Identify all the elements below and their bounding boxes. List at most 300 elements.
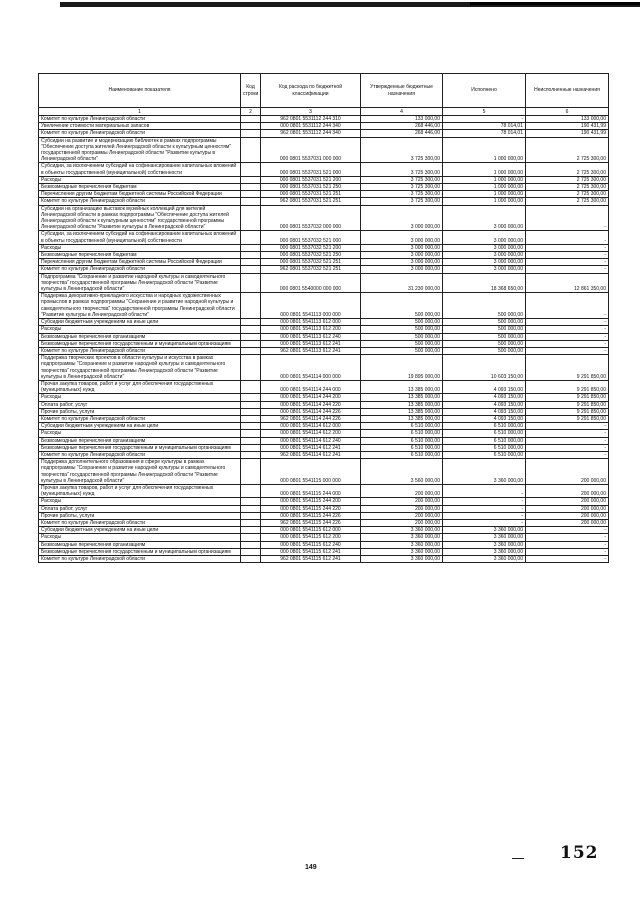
header-approved: Утвержденные бюджетные назначения: [361, 74, 443, 108]
row-unexecuted-cell: -: [526, 319, 609, 326]
row-unexecuted-cell: 2 725 300,00: [526, 198, 609, 205]
row-approved-cell: 268 446,00: [361, 130, 443, 137]
table-row: [39, 116, 609, 123]
row-name-cell: Субсидии бюджетным учреждениям на иные цели: [39, 423, 241, 430]
row-name-cell: Субсидии, за исключением субсидий на софинансирование капитальных вложений в объекты государственной (муниципальной) собственности: [39, 163, 241, 176]
row-name-cell: Перечисления другим бюджетам бюджетной системы Российской Федерации: [39, 259, 241, 266]
row-kbk-cell: 000 0801 5537032 521 251: [261, 259, 361, 266]
row-unexecuted-cell: -: [526, 444, 609, 451]
row-executed-cell: 6 510 000,00: [443, 437, 526, 444]
row-code-cell: [241, 519, 261, 526]
table-body: [39, 116, 609, 563]
row-code-cell: [241, 444, 261, 451]
row-executed-cell: 500 000,00: [443, 326, 526, 333]
row-executed-cell: -: [443, 498, 526, 505]
row-approved-cell: 3 725 300,00: [361, 137, 443, 163]
table-row: [39, 163, 609, 176]
row-executed-cell: 3 360 000,00: [443, 459, 526, 485]
row-approved-cell: 500 000,00: [361, 326, 443, 333]
row-name-cell: Комитет по культуре Ленинградской области: [39, 198, 241, 205]
row-unexecuted-cell: -: [526, 556, 609, 563]
row-approved-cell: 13 385 000,00: [361, 408, 443, 415]
row-name-cell: Безвозмездные перечисления государственным и муниципальным организациям: [39, 340, 241, 347]
row-kbk-cell: 962 0801 5541113 612 241: [261, 347, 361, 354]
table-row: [39, 527, 609, 534]
row-name-cell: Перечисления другим бюджетам бюджетной системы Российской Федерации: [39, 191, 241, 198]
row-name-cell: Комитет по культуре Ленинградской области: [39, 130, 241, 137]
row-approved-cell: 3 000 000,00: [361, 205, 443, 231]
stamp-dash: [512, 858, 524, 859]
row-code-cell: [241, 459, 261, 485]
row-approved-cell: 3 725 300,00: [361, 163, 443, 176]
row-code-cell: [241, 340, 261, 347]
row-name-cell: Расходы: [39, 498, 241, 505]
row-name-cell: Субсидии бюджетным учреждениям на иные цели: [39, 319, 241, 326]
table-row: [39, 340, 609, 347]
row-code-cell: [241, 347, 261, 354]
row-approved-cell: 3 360 000,00: [361, 556, 443, 563]
row-kbk-cell: 962 0801 5541114 244 226: [261, 415, 361, 422]
row-name-cell: Прочая закупка товаров, работ и услуг для обеспечения государственных (муниципальных) нужд: [39, 484, 241, 497]
row-approved-cell: 3 000 000,00: [361, 231, 443, 244]
row-code-cell: [241, 205, 261, 231]
row-executed-cell: 6 510 000,00: [443, 444, 526, 451]
table-row: [39, 191, 609, 198]
table-header-row: [39, 74, 609, 108]
row-executed-cell: 4 093 150,00: [443, 401, 526, 408]
table-row: [39, 451, 609, 458]
row-name-cell: Подпрограмма "Сохранение и развитие народной культуры и самодеятельного творчества" государственной программы Ленинградской области "Развитие культуры в Ленинградской области": [39, 273, 241, 293]
row-approved-cell: 3 000 000,00: [361, 244, 443, 251]
row-name-cell: Оплата работ, услуг: [39, 401, 241, 408]
row-executed-cell: 3 000 000,00: [443, 266, 526, 273]
table-row: [39, 293, 609, 319]
header-unexecuted: Неисполненные назначения: [526, 74, 609, 108]
row-kbk-cell: 000 0801 5541115 244 200: [261, 498, 361, 505]
row-name-cell: Безвозмездные перечисления бюджетам: [39, 184, 241, 191]
row-approved-cell: 31 230 000,00: [361, 273, 443, 293]
row-kbk-cell: 000 0801 5541114 612 240: [261, 437, 361, 444]
row-executed-cell: 3 000 000,00: [443, 259, 526, 266]
row-executed-cell: 3 360 000,00: [443, 534, 526, 541]
row-name-cell: Прочие работы, услуги: [39, 408, 241, 415]
handwritten-sheet-number: 152: [560, 843, 599, 863]
table-row: [39, 333, 609, 340]
row-unexecuted-cell: -: [526, 347, 609, 354]
header-kbk: Код расхода по бюджетной классификации: [261, 74, 361, 108]
row-approved-cell: 200 000,00: [361, 519, 443, 526]
row-executed-cell: 18 368 650,00: [443, 273, 526, 293]
row-executed-cell: -: [443, 484, 526, 497]
row-code-cell: [241, 355, 261, 381]
row-executed-cell: 3 360 000,00: [443, 556, 526, 563]
table-row: [39, 259, 609, 266]
row-kbk-cell: 000 0801 5537031 521 250: [261, 184, 361, 191]
column-number: 1: [39, 108, 241, 116]
row-name-cell: Комитет по культуре Ленинградской области: [39, 415, 241, 422]
row-unexecuted-cell: 9 291 850,00: [526, 380, 609, 393]
table-row: [39, 347, 609, 354]
row-name-cell: Поддержка дополнительного образования в сфере культуры в рамках подпрограммы "Сохранение и развитие народной культуры и самодеятельного творчества" государственной программы Ленинградской области "Развитие культуры в Ленинградской области": [39, 459, 241, 485]
row-approved-cell: 3 000 000,00: [361, 259, 443, 266]
header-name: Наименование показателя: [39, 74, 241, 108]
row-code-cell: [241, 556, 261, 563]
row-code-cell: [241, 380, 261, 393]
row-executed-cell: 10 603 150,00: [443, 355, 526, 381]
row-kbk-cell: 000 0801 5541113 612 240: [261, 333, 361, 340]
row-kbk-cell: 962 0801 5531112 244 310: [261, 116, 361, 123]
row-approved-cell: 500 000,00: [361, 340, 443, 347]
row-code-cell: [241, 259, 261, 266]
row-approved-cell: 13 385 000,00: [361, 380, 443, 393]
row-kbk-cell: 000 0801 5537031 521 251: [261, 191, 361, 198]
row-executed-cell: 500 000,00: [443, 293, 526, 319]
row-name-cell: Безвозмездные перечисления государственным и муниципальным организациям: [39, 548, 241, 555]
table-row: [39, 415, 609, 422]
row-name-cell: Безвозмездные перечисления бюджетам: [39, 252, 241, 259]
table-row: [39, 401, 609, 408]
table-row: [39, 423, 609, 430]
row-executed-cell: 3 360 000,00: [443, 527, 526, 534]
row-name-cell: Безвозмездные перечисления государственным и муниципальным организациям: [39, 444, 241, 451]
row-unexecuted-cell: 200 000,00: [526, 484, 609, 497]
row-approved-cell: 3 000 000,00: [361, 252, 443, 259]
row-name-cell: Комитет по культуре Ленинградской области: [39, 451, 241, 458]
table-row: [39, 534, 609, 541]
column-number: 4: [361, 108, 443, 116]
row-unexecuted-cell: 9 291 850,00: [526, 355, 609, 381]
row-approved-cell: 3 725 300,00: [361, 176, 443, 183]
table-row: [39, 430, 609, 437]
row-unexecuted-cell: -: [526, 244, 609, 251]
row-name-cell: Комитет по культуре Ленинградской области: [39, 347, 241, 354]
row-kbk-cell: 000 0801 5541113 612 200: [261, 326, 361, 333]
page-number: 149: [305, 864, 317, 871]
row-executed-cell: -: [443, 505, 526, 512]
row-approved-cell: 3 360 000,00: [361, 548, 443, 555]
row-executed-cell: 4 093 150,00: [443, 408, 526, 415]
row-kbk-cell: 000 0801 5537032 521 250: [261, 252, 361, 259]
row-code-cell: [241, 130, 261, 137]
row-code-cell: [241, 498, 261, 505]
row-code-cell: [241, 326, 261, 333]
row-unexecuted-cell: 133 000,00: [526, 116, 609, 123]
row-unexecuted-cell: -: [526, 527, 609, 534]
table-row: [39, 541, 609, 548]
row-name-cell: Увеличение стоимости материальных запасов: [39, 123, 241, 130]
row-unexecuted-cell: 2 725 300,00: [526, 137, 609, 163]
row-name-cell: Безвозмездные перечисления организациям: [39, 333, 241, 340]
row-code-cell: [241, 176, 261, 183]
row-unexecuted-cell: 200 000,00: [526, 498, 609, 505]
row-kbk-cell: 000 0801 5540000 000 000: [261, 273, 361, 293]
row-kbk-cell: 000 0801 5541114 244 220: [261, 401, 361, 408]
row-code-cell: [241, 394, 261, 401]
table-row: [39, 176, 609, 183]
row-code-cell: [241, 293, 261, 319]
row-unexecuted-cell: 9 291 850,00: [526, 408, 609, 415]
row-kbk-cell: 962 0801 5531112 244 340: [261, 130, 361, 137]
row-unexecuted-cell: 190 431,99: [526, 130, 609, 137]
row-code-cell: [241, 273, 261, 293]
row-kbk-cell: 000 0801 5541114 244 226: [261, 408, 361, 415]
row-code-cell: [241, 527, 261, 534]
row-approved-cell: 3 360 000,00: [361, 541, 443, 548]
row-executed-cell: 500 000,00: [443, 319, 526, 326]
row-unexecuted-cell: 200 000,00: [526, 505, 609, 512]
table-row: [39, 319, 609, 326]
row-name-cell: Прочие работы, услуги: [39, 512, 241, 519]
table-row: [39, 205, 609, 231]
row-code-cell: [241, 437, 261, 444]
table-row: [39, 408, 609, 415]
row-unexecuted-cell: -: [526, 231, 609, 244]
row-approved-cell: 500 000,00: [361, 293, 443, 319]
row-unexecuted-cell: 200 000,00: [526, 519, 609, 526]
row-approved-cell: 13 385 000,00: [361, 401, 443, 408]
row-kbk-cell: 000 0801 5541115 244 226: [261, 512, 361, 519]
row-name-cell: Субсидии, за исключением субсидий на софинансирование капитальных вложений в объекты государственной (муниципальной) собственности: [39, 231, 241, 244]
row-executed-cell: 1 000 000,00: [443, 198, 526, 205]
row-approved-cell: 200 000,00: [361, 498, 443, 505]
row-executed-cell: 3 360 000,00: [443, 548, 526, 555]
table-row: [39, 231, 609, 244]
row-approved-cell: 6 510 000,00: [361, 451, 443, 458]
row-executed-cell: 1 000 000,00: [443, 191, 526, 198]
row-code-cell: [241, 198, 261, 205]
row-unexecuted-cell: 9 291 850,00: [526, 415, 609, 422]
row-kbk-cell: 000 0801 5537031 000 000: [261, 137, 361, 163]
row-executed-cell: 1 000 000,00: [443, 137, 526, 163]
row-approved-cell: 3 000 000,00: [361, 266, 443, 273]
table-row: [39, 519, 609, 526]
row-code-cell: [241, 548, 261, 555]
row-unexecuted-cell: -: [526, 541, 609, 548]
row-name-cell: Поддержка декоративно-прикладного искусства и народных художественных промыслов в рамках подпрограммы "Сохранение и развитие народной культуры и самодеятельного творчества" государственной программы Ленинградской области "Развитие культуры в Ленинградской области": [39, 293, 241, 319]
row-executed-cell: 3 000 000,00: [443, 252, 526, 259]
row-executed-cell: 6 510 000,00: [443, 423, 526, 430]
row-approved-cell: 3 360 000,00: [361, 527, 443, 534]
column-number: 3: [261, 108, 361, 116]
table-row: [39, 252, 609, 259]
row-kbk-cell: 000 0801 5537031 521 200: [261, 176, 361, 183]
row-code-cell: [241, 401, 261, 408]
row-kbk-cell: 000 0801 5541115 244 220: [261, 505, 361, 512]
table-row: [39, 498, 609, 505]
row-approved-cell: 200 000,00: [361, 512, 443, 519]
row-name-cell: Прочая закупка товаров, работ и услуг для обеспечения государственных (муниципальных) нужд: [39, 380, 241, 393]
row-executed-cell: 500 000,00: [443, 333, 526, 340]
row-code-cell: [241, 408, 261, 415]
row-kbk-cell: 962 0801 5537032 521 251: [261, 266, 361, 273]
row-approved-cell: 6 510 000,00: [361, 444, 443, 451]
table-row: [39, 512, 609, 519]
column-number: 5: [443, 108, 526, 116]
row-name-cell: Комитет по культуре Ленинградской области: [39, 556, 241, 563]
row-name-cell: Расходы: [39, 430, 241, 437]
row-executed-cell: 3 000 000,00: [443, 205, 526, 231]
row-unexecuted-cell: -: [526, 423, 609, 430]
row-approved-cell: 3 725 300,00: [361, 191, 443, 198]
row-kbk-cell: 000 0801 5541114 612 241: [261, 444, 361, 451]
row-kbk-cell: 962 0801 5541114 612 241: [261, 451, 361, 458]
row-kbk-cell: 000 0801 5541114 612 000: [261, 423, 361, 430]
row-unexecuted-cell: -: [526, 548, 609, 555]
row-executed-cell: 6 510 000,00: [443, 451, 526, 458]
row-executed-cell: 4 093 150,00: [443, 380, 526, 393]
row-name-cell: Субсидии бюджетным учреждениям на иные цели: [39, 527, 241, 534]
row-approved-cell: 6 510 000,00: [361, 423, 443, 430]
row-kbk-cell: 000 0801 5537031 521 000: [261, 163, 361, 176]
row-kbk-cell: 000 0801 5541115 612 200: [261, 534, 361, 541]
row-kbk-cell: 000 0801 5537032 000 000: [261, 205, 361, 231]
row-kbk-cell: 000 0801 5537032 521 200: [261, 244, 361, 251]
row-unexecuted-cell: -: [526, 333, 609, 340]
row-kbk-cell: 000 0801 5541114 244 200: [261, 394, 361, 401]
row-unexecuted-cell: -: [526, 340, 609, 347]
row-code-cell: [241, 184, 261, 191]
table-row: [39, 548, 609, 555]
table-row: [39, 380, 609, 393]
row-code-cell: [241, 137, 261, 163]
row-kbk-cell: 000 0801 5537032 521 000: [261, 231, 361, 244]
row-executed-cell: 4 093 150,00: [443, 415, 526, 422]
row-approved-cell: 13 385 000,00: [361, 415, 443, 422]
row-approved-cell: 200 000,00: [361, 484, 443, 497]
row-approved-cell: 500 000,00: [361, 319, 443, 326]
budget-execution-table: [38, 73, 609, 563]
row-approved-cell: 19 895 000,00: [361, 355, 443, 381]
row-unexecuted-cell: 2 725 300,00: [526, 176, 609, 183]
row-unexecuted-cell: -: [526, 293, 609, 319]
row-name-cell: Поддержка творческих проектов в области культуры и искусства в рамках подпрограммы "Сохранение и развитие народной культуры и самодеятельного творчества" государственной программы Ленинградской области "Развитие культуры в Ленинградской области": [39, 355, 241, 381]
row-kbk-cell: 000 0801 5541115 612 240: [261, 541, 361, 548]
row-executed-cell: 4 093 150,00: [443, 394, 526, 401]
row-unexecuted-cell: 2 725 300,00: [526, 184, 609, 191]
row-kbk-cell: 000 0801 5541113 612 000: [261, 319, 361, 326]
row-executed-cell: 78 014,01: [443, 123, 526, 130]
row-unexecuted-cell: 200 000,00: [526, 512, 609, 519]
row-kbk-cell: 962 0801 5541115 612 241: [261, 556, 361, 563]
row-kbk-cell: 000 0801 5541115 244 000: [261, 484, 361, 497]
row-executed-cell: 1 000 000,00: [443, 176, 526, 183]
row-code-cell: [241, 451, 261, 458]
row-code-cell: [241, 333, 261, 340]
row-approved-cell: 6 510 000,00: [361, 437, 443, 444]
row-unexecuted-cell: 12 861 350,00: [526, 273, 609, 293]
row-kbk-cell: 000 0801 5541113 612 241: [261, 340, 361, 347]
row-kbk-cell: 000 0801 5541114 244 000: [261, 380, 361, 393]
row-approved-cell: 268 446,00: [361, 123, 443, 130]
row-kbk-cell: 000 0801 5541115 612 000: [261, 527, 361, 534]
row-name-cell: Комитет по культуре Ленинградской области: [39, 266, 241, 273]
table-row: [39, 505, 609, 512]
row-approved-cell: 133 000,00: [361, 116, 443, 123]
table-row: [39, 123, 609, 130]
row-approved-cell: 3 360 000,00: [361, 534, 443, 541]
row-code-cell: [241, 505, 261, 512]
table-row: [39, 130, 609, 137]
row-kbk-cell: 962 0801 5537031 521 251: [261, 198, 361, 205]
row-name-cell: Субсидии на развитие и модернизацию библиотек в рамках подпрограммы "Обеспечение доступа жителей Ленинградской области к культурным ценностям" государственной программы Ленинградской области "Развитие культуры в Ленинградской области": [39, 137, 241, 163]
row-approved-cell: 500 000,00: [361, 333, 443, 340]
row-kbk-cell: 000 0801 5541114 000 000: [261, 355, 361, 381]
table-row: [39, 198, 609, 205]
row-code-cell: [241, 231, 261, 244]
row-executed-cell: 3 360 000,00: [443, 541, 526, 548]
row-approved-cell: 6 510 000,00: [361, 430, 443, 437]
row-code-cell: [241, 191, 261, 198]
row-approved-cell: 200 000,00: [361, 505, 443, 512]
row-kbk-cell: 000 0801 5541115 612 241: [261, 548, 361, 555]
header-code: Код строки: [241, 74, 261, 108]
table-row: [39, 137, 609, 163]
row-unexecuted-cell: -: [526, 259, 609, 266]
row-kbk-cell: 000 0801 5541114 612 200: [261, 430, 361, 437]
row-kbk-cell: 000 0801 5541113 000 000: [261, 293, 361, 319]
row-name-cell: Безвозмездные перечисления организациям: [39, 541, 241, 548]
row-unexecuted-cell: -: [526, 534, 609, 541]
row-code-cell: [241, 484, 261, 497]
row-approved-cell: 500 000,00: [361, 347, 443, 354]
header-executed: Исполнено: [443, 74, 526, 108]
row-unexecuted-cell: -: [526, 451, 609, 458]
row-executed-cell: -: [443, 519, 526, 526]
column-number: 2: [241, 108, 261, 116]
row-unexecuted-cell: -: [526, 437, 609, 444]
table-row: [39, 326, 609, 333]
row-name-cell: Расходы: [39, 326, 241, 333]
row-code-cell: [241, 163, 261, 176]
row-name-cell: Расходы: [39, 534, 241, 541]
row-kbk-cell: 000 0801 5531112 244 340: [261, 123, 361, 130]
row-kbk-cell: 000 0801 5541115 000 000: [261, 459, 361, 485]
row-code-cell: [241, 123, 261, 130]
table-row: [39, 394, 609, 401]
row-code-cell: [241, 541, 261, 548]
row-unexecuted-cell: -: [526, 326, 609, 333]
table-row: [39, 184, 609, 191]
row-executed-cell: 500 000,00: [443, 340, 526, 347]
report-table-container: [38, 73, 608, 563]
row-unexecuted-cell: 200 000,00: [526, 459, 609, 485]
column-number: 6: [526, 108, 609, 116]
row-name-cell: Субсидии на организацию выставок музейных коллекций для жителей Ленинградской области в рамках подпрограммы "Обеспечение доступа жителей Ленинградской области к культурным ценностям" государственной программы Ленинградской области "Развитие культуры в Ленинградской области": [39, 205, 241, 231]
row-code-cell: [241, 116, 261, 123]
row-approved-cell: 3 725 300,00: [361, 184, 443, 191]
row-unexecuted-cell: -: [526, 266, 609, 273]
table-row: [39, 266, 609, 273]
row-name-cell: Оплата работ, услуг: [39, 505, 241, 512]
row-code-cell: [241, 423, 261, 430]
row-unexecuted-cell: 190 431,99: [526, 123, 609, 130]
row-code-cell: [241, 430, 261, 437]
row-unexecuted-cell: 2 725 300,00: [526, 191, 609, 198]
row-unexecuted-cell: 9 291 850,00: [526, 394, 609, 401]
table-row: [39, 484, 609, 497]
row-name-cell: Безвозмездные перечисления организациям: [39, 437, 241, 444]
row-executed-cell: 78 014,01: [443, 130, 526, 137]
row-approved-cell: 3 725 300,00: [361, 198, 443, 205]
row-executed-cell: 3 000 000,00: [443, 244, 526, 251]
row-name-cell: Комитет по культуре Ленинградской области: [39, 116, 241, 123]
row-code-cell: [241, 319, 261, 326]
row-executed-cell: 1 000 000,00: [443, 184, 526, 191]
row-kbk-cell: 962 0801 5541115 244 226: [261, 519, 361, 526]
row-code-cell: [241, 512, 261, 519]
row-name-cell: Комитет по культуре Ленинградской области: [39, 519, 241, 526]
row-executed-cell: -: [443, 116, 526, 123]
